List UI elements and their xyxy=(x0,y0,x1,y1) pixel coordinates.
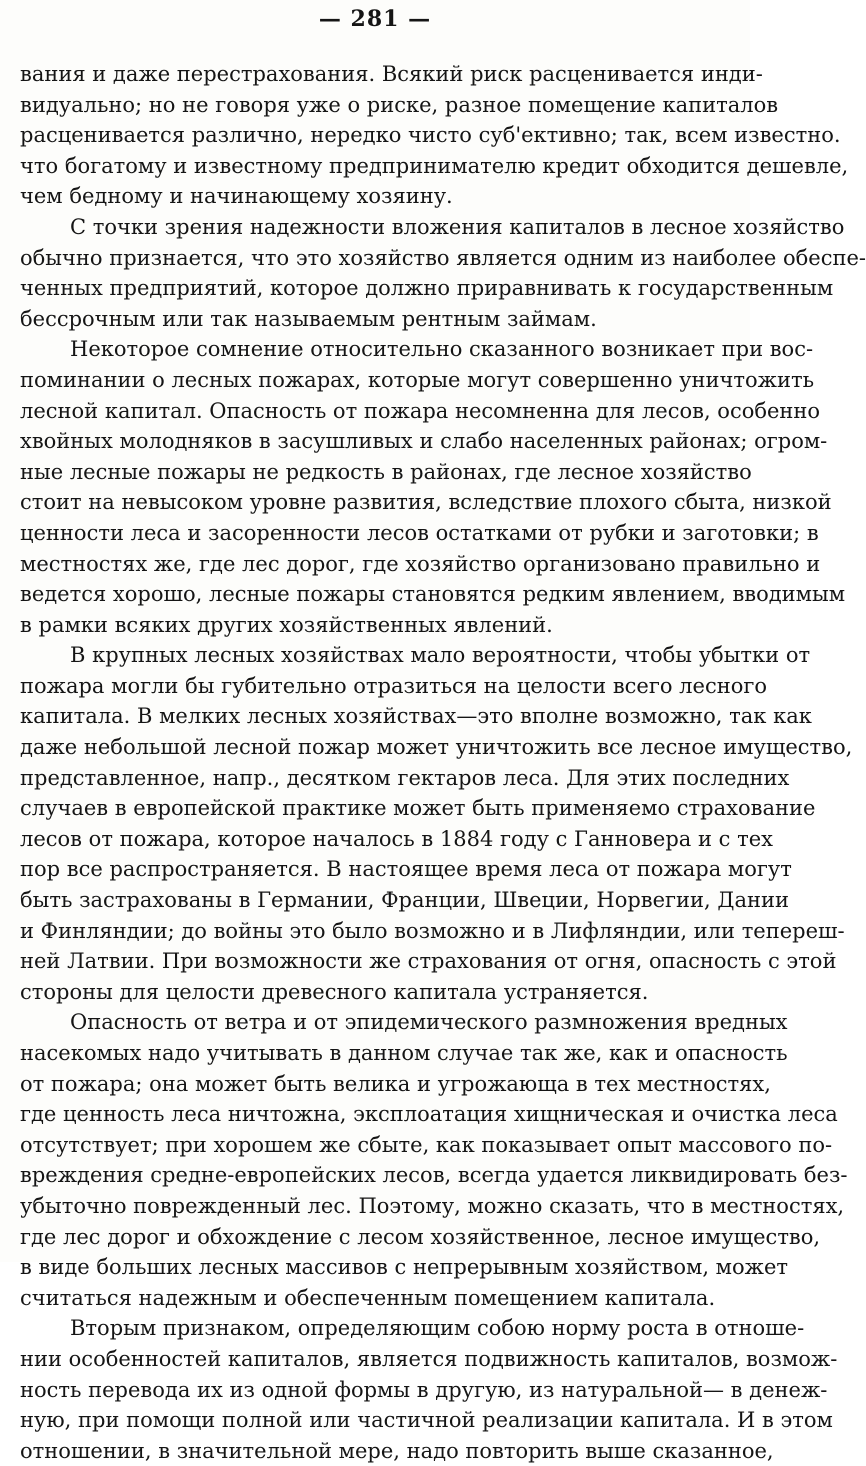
text-line: В крупных лесных хозяйствах мало вероятности, чтобы убытки от xyxy=(70,643,811,668)
paragraph xyxy=(20,1313,838,1466)
text-line: лесной капитал. Опасность от пожара несомненна для лесов, особенно xyxy=(20,398,821,423)
text-line: где ценность леса ничтожна, эксплоатация хищническая и очистка леса xyxy=(20,1102,838,1127)
text-line: расценивается различно, нередко чисто суб'ективно; так, всем известно. xyxy=(20,123,841,148)
text-line: ней Латвии. При возможности же страхования от огня, опасность с этой xyxy=(20,949,837,974)
text-line: отсутствует; при хорошем же сбыте, как показывает опыт массового по- xyxy=(20,1132,833,1157)
text-line: местностях же, где лес дорог, где хозяйство организовано правильно и xyxy=(20,551,821,576)
text-line: Некоторое сомнение относительно сказанного возникает при вос- xyxy=(70,337,814,362)
page-number: — 281 — xyxy=(318,6,432,32)
text-line: случаев в европейской практике может быть применяемо страхование xyxy=(20,796,816,821)
text-line: вреждения средне-европейских лесов, всегда удается ликвидировать без- xyxy=(20,1163,848,1188)
text-line: пор все распространяется. В настоящее время леса от пожара могут xyxy=(20,857,792,882)
text-line: в рамки всяких других хозяйственных явлений. xyxy=(20,612,553,637)
paragraph xyxy=(20,334,846,640)
text-line: даже небольшой лесной пожар может уничтожить все лесное имущество, xyxy=(20,735,853,760)
text-line: бессрочным или так называемым рентным займам. xyxy=(20,306,597,331)
text-line: С точки зрения надежности вложения капиталов в лесное хозяйство xyxy=(70,214,845,239)
text-line: насекомых надо учитывать в данном случае так же, как и опасность xyxy=(20,1041,788,1065)
text-line: пожара могли бы губительно отразиться на целости всего лесного xyxy=(20,673,767,698)
text-line: ную, при помощи полной или частичной реализации капитала. И в этом xyxy=(20,1408,833,1433)
text-line: ценности леса и засоренности лесов остатками от рубки и заготовки; в xyxy=(20,520,819,545)
text-line: капитала. В мелких лесных хозяйствах—это вполне возможно, так как xyxy=(20,704,812,729)
text-line: лесов от пожара, которое началось в 1884 году с Ганновера и с тех xyxy=(20,826,773,851)
paragraph xyxy=(20,212,866,334)
text-line: убыточно поврежденный лес. Поэтому, можно сказать, что в местностях, xyxy=(20,1193,845,1218)
text-line: где лес дорог и обхождение с лесом хозяйственное, лесное имущество, xyxy=(20,1224,821,1249)
text-line: быть застрахованы в Германии, Франции, Швеции, Норвегии, Дании xyxy=(20,888,789,913)
body-text xyxy=(20,59,866,1466)
text-line: видуально; но не говоря уже о риске, разное помещение капиталов xyxy=(20,92,779,117)
text-line: от пожара; она может быть велика и угрожающа в тех местностях, xyxy=(20,1071,771,1096)
text-line: ность перевода их из одной формы в другую, из натуральной— в денеж- xyxy=(20,1377,828,1402)
text-line: Вторым признаком, определяющим собою норму роста в отноше- xyxy=(70,1316,805,1341)
paragraph xyxy=(20,1007,848,1313)
paragraph xyxy=(20,59,849,212)
text-line: представленное, напр., десятком гектаров леса. Для этих последних xyxy=(20,765,790,790)
text-line: ченных предприятий, которое должно приравнивать к государственным xyxy=(20,276,834,301)
text-line: что богатому и известному предпринимателю кредит обходится дешевле, xyxy=(20,153,849,178)
text-line: вания и даже перестрахования. Всякий риск расценивается инди- xyxy=(20,62,763,86)
text-line: поминании о лесных пожарах, которые могут совершенно уничтожить xyxy=(20,367,815,392)
text-line: ные лесные пожары не редкость в районах, где лесное хозяйство xyxy=(20,459,752,484)
text-line: обычно признается, что это хозяйство является одним из наиболее обеспе- xyxy=(20,245,866,270)
text-line: стороны для целости древесного капитала устраняется. xyxy=(20,979,649,1004)
text-line: в виде больших лесных массивов с непрерывным хозяйством, может xyxy=(20,1255,789,1280)
text-line: чем бедному и начинающему хозяину. xyxy=(20,184,453,209)
text-line: нии особенностей капиталов, является подвижность капиталов, возмож- xyxy=(20,1346,838,1371)
text-line: отношении, в значительной мере, надо повторить выше сказанное, xyxy=(20,1438,774,1463)
text-line: и Финляндии; до войны это было возможно и в Лифляндии, или тепереш- xyxy=(20,918,845,943)
text-line: стоит на невысоком уровне развития, вследствие плохого сбыта, низкой xyxy=(20,490,832,515)
text-line: ведется хорошо, лесные пожары становятся редким явлением, вводимым xyxy=(20,582,846,607)
paragraph xyxy=(20,640,853,1007)
text-line: хвойных молодняков в засушливых и слабо населенных районах; огром- xyxy=(20,429,828,454)
text-line: считаться надежным и обеспеченным помещением капитала. xyxy=(20,1285,716,1310)
text-line: Опасность от ветра и от эпидемического размножения вредных xyxy=(70,1010,788,1035)
